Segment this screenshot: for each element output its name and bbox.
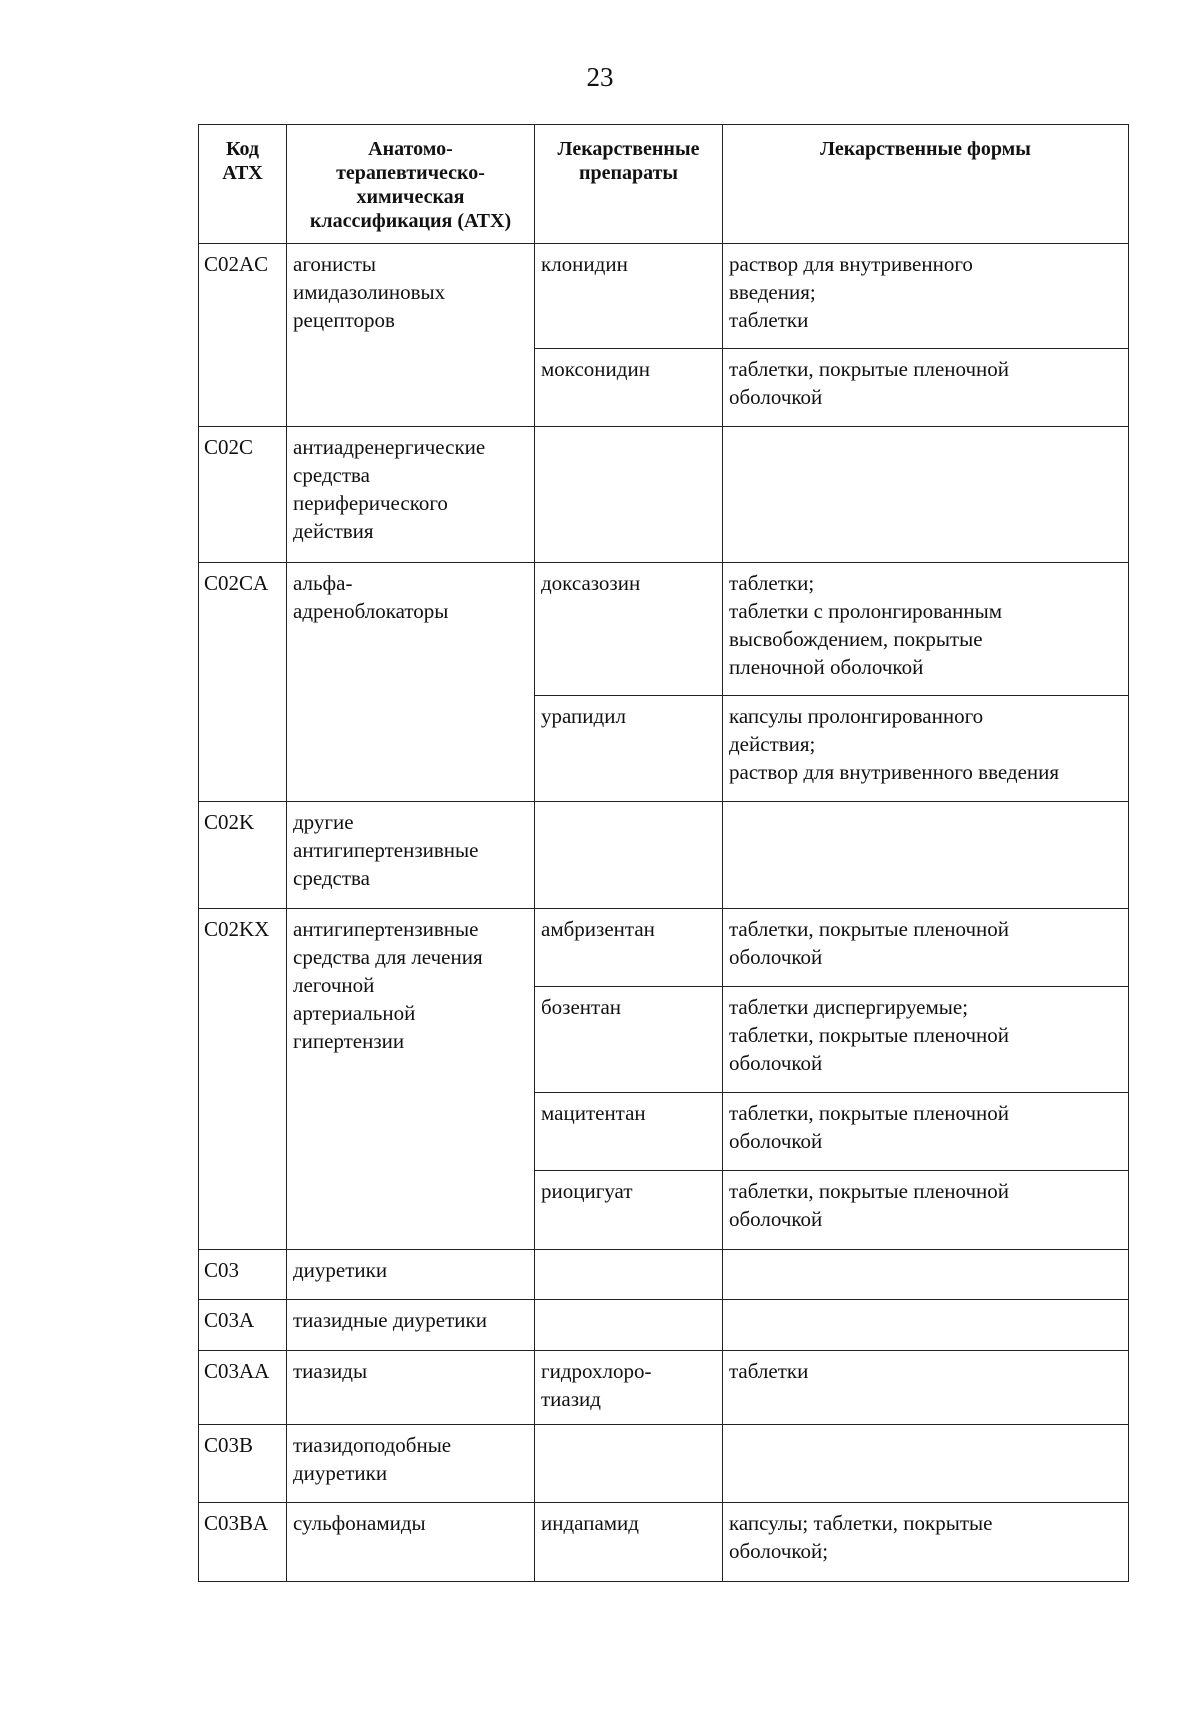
drug-name: амбризентан <box>535 909 723 987</box>
atc-classification: другие антигипертензивные средства <box>287 802 535 909</box>
table-row <box>199 1300 1129 1351</box>
dosage-forms: таблетки, покрытые пленочной оболочкой <box>723 349 1129 427</box>
dosage-forms: таблетки; таблетки с пролонгированным высвобождением, покрытые пленочной оболочкой <box>723 563 1129 696</box>
atc-code: C03B <box>199 1425 287 1503</box>
table-row <box>199 909 1129 987</box>
dosage-forms <box>723 1300 1129 1351</box>
dosage-forms: таблетки, покрытые пленочной оболочкой <box>723 909 1129 987</box>
table-row <box>199 244 1129 349</box>
atc-classification: тиазидные диуретики <box>287 1300 535 1351</box>
drug-name <box>535 802 723 909</box>
atc-classification: тиазиды <box>287 1351 535 1425</box>
atc-code: C02K <box>199 802 287 909</box>
atc-classification: сульфонамиды <box>287 1503 535 1582</box>
drug-name: моксонидин <box>535 349 723 427</box>
dosage-forms: таблетки, покрытые пленочной оболочкой <box>723 1171 1129 1250</box>
dosage-forms: таблетки <box>723 1351 1129 1425</box>
atc-code: C03 <box>199 1250 287 1300</box>
dosage-forms: капсулы пролонгированного действия; раствор для внутривенного введения <box>723 696 1129 802</box>
drug-name: бозентан <box>535 987 723 1093</box>
atc-classification: антиадренергические средства периферического действия <box>287 427 535 563</box>
dosage-forms <box>723 802 1129 909</box>
drug-name: урапидил <box>535 696 723 802</box>
drug-name: гидрохлоро- тиазид <box>535 1351 723 1425</box>
atc-classification: тиазидоподобные диуретики <box>287 1425 535 1503</box>
drug-name: мацитентан <box>535 1093 723 1171</box>
drug-name <box>535 1300 723 1351</box>
drug-name: доксазозин <box>535 563 723 696</box>
header-drugs: Лекарственные препараты <box>535 125 723 244</box>
drug-name <box>535 1425 723 1503</box>
header-classification: Анатомо- терапевтическо- химическая классификация (АТХ) <box>287 125 535 244</box>
dosage-forms <box>723 1425 1129 1503</box>
dosage-forms: таблетки диспергируемые; таблетки, покрытые пленочной оболочкой <box>723 987 1129 1093</box>
header-forms: Лекарственные формы <box>723 125 1129 244</box>
atc-classification: диуретики <box>287 1250 535 1300</box>
table-row <box>199 1250 1129 1300</box>
table-header-row <box>199 125 1129 244</box>
atc-code: C03AA <box>199 1351 287 1425</box>
atc-code: C02KX <box>199 909 287 1250</box>
drug-name: клонидин <box>535 244 723 349</box>
table-row <box>199 1503 1129 1582</box>
dosage-forms <box>723 427 1129 563</box>
atc-classification: альфа- адреноблокаторы <box>287 563 535 802</box>
table-row <box>199 563 1129 696</box>
drug-name <box>535 427 723 563</box>
table-row <box>199 1351 1129 1425</box>
atc-code: C02CA <box>199 563 287 802</box>
page-number: 23 <box>586 62 614 92</box>
drug-name <box>535 1250 723 1300</box>
atc-code: C03BA <box>199 1503 287 1582</box>
table-row <box>199 802 1129 909</box>
drug-name: индапамид <box>535 1503 723 1582</box>
table-row <box>199 427 1129 563</box>
atc-table <box>198 124 1129 1582</box>
dosage-forms: капсулы; таблетки, покрытые оболочкой; <box>723 1503 1129 1582</box>
atc-code: C03A <box>199 1300 287 1351</box>
atc-classification: антигипертензивные средства для лечения легочной артериальной гипертензии <box>287 909 535 1250</box>
dosage-forms <box>723 1250 1129 1300</box>
atc-code: C02AC <box>199 244 287 427</box>
drug-name: риоцигуат <box>535 1171 723 1250</box>
atc-code: C02C <box>199 427 287 563</box>
table-row <box>199 1425 1129 1503</box>
dosage-forms: раствор для внутривенного введения; таблетки <box>723 244 1129 349</box>
header-code: Код АТХ <box>199 125 287 244</box>
dosage-forms: таблетки, покрытые пленочной оболочкой <box>723 1093 1129 1171</box>
atc-classification: агонисты имидазолиновых рецепторов <box>287 244 535 427</box>
